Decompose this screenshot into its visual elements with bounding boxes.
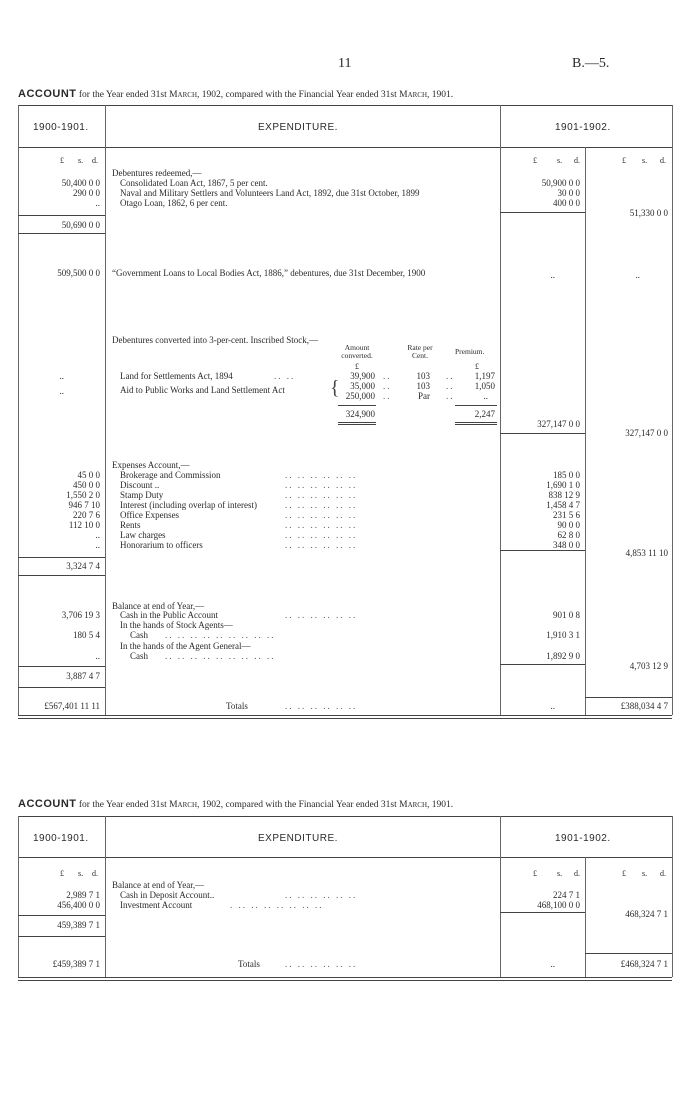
table1-title: ACCOUNT for the Year ended 31st March, 1902, compared with the Financial Year ended 31st March, 1901. (18, 88, 454, 100)
list-item: Stamp Duty (120, 490, 164, 500)
expense-cur-value: 90 0 0 (557, 520, 580, 530)
debentures-heading: Debentures redeemed,— (112, 168, 202, 178)
govloans-label: “Government Loans to Local Bodies Act, 1886,” debentures, due 31st December, 1900 (112, 268, 426, 278)
list-item: Brokerage and Commission (120, 470, 221, 480)
list-item: Office Expenses (120, 510, 180, 520)
converted-amount-total: 324,900 (345, 409, 375, 419)
expenses-cur-total: 4,853 11 10 (625, 548, 668, 558)
totals-prev: £567,401 11 11 (44, 701, 100, 711)
debentures-cur-total: 51,330 0 0 (629, 208, 668, 218)
balance-heading: Balance at end of Year,— (112, 601, 205, 611)
expense-prev-value: 112 10 0 (68, 520, 100, 530)
expense-cur-value: 1,690 1 0 (546, 480, 580, 490)
list-item: Naval and Military Settlers and Volunteers Land Act, 1892, due 31st October, 1899 (120, 188, 420, 198)
list-item: Interest (including overlap of interest) (120, 500, 257, 510)
expense-cur-value: 62 8 0 (557, 530, 580, 540)
list-item: Honorarium to officers (120, 540, 203, 550)
column-header-prev-year: 1900-1901. (33, 833, 89, 844)
expense-prev-value: .. (95, 530, 100, 540)
expenses-heading: Expenses Account,— (112, 460, 190, 470)
page-reference: B.—5. (572, 56, 610, 71)
expense-cur-value: 185 0 0 (553, 470, 580, 480)
t2-cur-total: 468,324 7 1 (625, 909, 668, 919)
converted-premium-total: 2,247 (474, 409, 495, 419)
t2-prev-total: 459,389 7 1 (57, 920, 100, 930)
title-bold: ACCOUNT (18, 88, 77, 100)
debentures-prev-total: 50,690 0 0 (61, 220, 100, 230)
list-item: Consolidated Loan Act, 1867, 5 per cent. (120, 178, 268, 188)
title-bold: ACCOUNT (18, 798, 77, 810)
table2-title: ACCOUNT for the Year ended 31st March, 1902, compared with the Financial Year ended 31st March, 1901. (18, 798, 454, 810)
t2-totals-cur: £468,324 7 1 (620, 959, 668, 969)
totals-cur: £388,034 4 7 (620, 701, 668, 711)
expense-cur-value: 838 12 9 (548, 490, 580, 500)
column-header-expenditure: EXPENDITURE. (258, 833, 338, 844)
totals-label: Totals (226, 701, 248, 711)
converted-cur-total: 327,147 0 0 (625, 428, 668, 438)
t2-totals-label: Totals (238, 959, 260, 969)
expense-prev-value: 1,550 2 0 (66, 490, 100, 500)
page-number: 11 (338, 56, 352, 71)
expense-prev-value: 45 0 0 (77, 470, 100, 480)
balance-row1-label: Cash in the Public Account (120, 610, 218, 620)
t2-balance-heading: Balance at end of Year,— (112, 880, 205, 890)
list-item: Law charges (120, 530, 166, 540)
expense-cur-value: 348 0 0 (553, 540, 580, 550)
list-item: Cash in Deposit Account.. (120, 890, 215, 900)
balance-cur-total: 4,703 12 9 (629, 661, 668, 671)
converted-row1-label: Land for Settlements Act, 1894 (120, 371, 233, 381)
list-item: Discount .. (120, 480, 160, 490)
converted-heading: Debentures converted into 3-per-cent. Inscribed Stock,— (112, 335, 318, 345)
expense-prev-value: .. (95, 540, 100, 550)
column-header-prev-year: 1900-1901. (33, 122, 89, 133)
column-header-cur-year: 1901-1902. (555, 833, 611, 844)
expense-cur-value: 231 5 6 (553, 510, 580, 520)
list-item: Otago Loan, 1862, 6 per cent. (120, 198, 228, 208)
expense-cur-value: 1,458 4 7 (546, 500, 580, 510)
converted-row2-label: Aid to Public Works and Land Settlement Act (120, 385, 285, 395)
t2-totals-prev: £459,389 7 1 (52, 959, 100, 969)
list-item: Investment Account (120, 900, 193, 910)
list-item: Rents (120, 520, 141, 530)
column-header-expenditure: EXPENDITURE. (258, 122, 338, 133)
expense-prev-value: 450 0 0 (73, 480, 100, 490)
balance-prev-total: 3,887 4 7 (66, 671, 100, 681)
expenses-prev-total: 3,324 7 4 (66, 561, 100, 571)
expense-prev-value: 946 7 10 (68, 500, 100, 510)
column-header-cur-year: 1901-1902. (555, 122, 611, 133)
expense-prev-value: 220 7 6 (73, 510, 100, 520)
